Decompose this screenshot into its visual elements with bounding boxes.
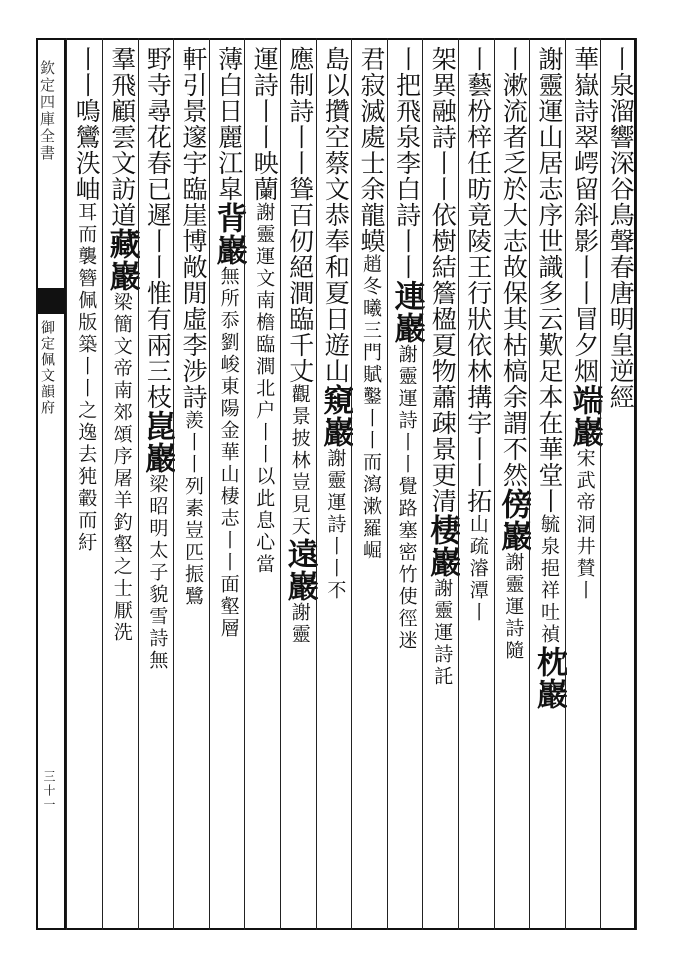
body-text: 丨丨鳴鸞泆岫 — [72, 46, 102, 202]
margin-top-label: 欽定四庫全書 — [38, 60, 56, 162]
column-rule — [316, 38, 317, 930]
annotation-text: 宋武帝洞井賛丨 — [573, 448, 596, 602]
text-column — [563, 46, 603, 926]
text-column — [171, 46, 211, 926]
margin-book-title: 御定佩文韻府 — [39, 320, 55, 416]
headword: 枕巖 — [531, 646, 567, 710]
headword: 窺巖 — [317, 384, 354, 448]
column-rule — [66, 38, 67, 930]
column-rule — [280, 38, 281, 930]
column-rule — [102, 38, 103, 930]
column-rule — [600, 38, 601, 930]
headword: 連巖 — [388, 280, 425, 344]
column-rule — [244, 38, 245, 930]
text-column — [420, 46, 460, 926]
body-text: 野寺尋花春已遲丨丨惟有兩三枝 — [143, 46, 173, 410]
body-text: 島以攢空蔡文恭奉和夏日遊山 — [321, 46, 351, 384]
body-text: 華嶽詩翠崿留斜影丨丨冒夕烟 — [570, 46, 600, 384]
text-column — [242, 46, 282, 926]
body-text: 羣飛顧雲文訪道 — [107, 46, 137, 228]
annotation-text: 無所忝劉峻東陽金華山棲志丨丨面壑層 — [217, 266, 240, 640]
body-text: 軒引景邃宇臨崖博敞閒虛李涉詩 — [179, 46, 208, 410]
annotation-text: 謝靈 — [288, 602, 311, 646]
annotation-text: 謝靈運文南檐臨澗北户丨丨以此息心當 — [253, 202, 276, 576]
column-rule — [458, 38, 459, 930]
text-column — [598, 46, 638, 926]
annotation-text: 梁昭明太子貌雪詩無 — [146, 474, 169, 672]
text-column — [527, 46, 567, 926]
annotation-text: 耳而襲簪佩版築丨丨之逸去㹠轂而紆 — [75, 202, 98, 554]
text-column — [64, 46, 104, 926]
headword: 遠巖 — [281, 538, 318, 602]
column-rule — [529, 38, 530, 930]
column-rule — [351, 38, 352, 930]
headword: 端巖 — [566, 384, 603, 448]
text-column — [349, 46, 389, 926]
column-rule — [494, 38, 495, 930]
body-text: 謝靈運山居志序世識多云歎足本在華堂丨 — [535, 46, 564, 514]
column-rule — [209, 38, 210, 930]
text-column — [207, 46, 247, 926]
body-text: 應制詩丨丨聳百仞絕澗臨千丈 — [285, 46, 315, 384]
headword: 藏巖 — [103, 228, 140, 292]
body-text: 丨藝枌梓任昉竟陵王行狀依林搆宇丨丨拓 — [463, 46, 493, 514]
column-rule — [138, 38, 139, 930]
annotation-text: 謝靈運詩託 — [431, 578, 454, 688]
headword: 崑巖 — [139, 410, 176, 474]
text-column — [491, 46, 531, 926]
column-rule — [565, 38, 566, 930]
body-text: 丨泉溜響深谷鳥聲春唐明皇逆經 — [606, 46, 636, 410]
text-column — [135, 46, 175, 926]
column-rule — [387, 38, 388, 930]
column-rule — [636, 38, 637, 930]
fishtail-mark — [36, 288, 64, 314]
body-text: 運詩丨丨映蘭 — [250, 46, 280, 202]
annotation-text: 羨丨丨列素豈匹振鷺 — [182, 410, 204, 608]
text-column — [313, 46, 353, 926]
text-column — [456, 46, 496, 926]
text-column — [278, 46, 318, 926]
headword: 棲巖 — [424, 514, 461, 578]
annotation-text: 梁簡文帝南郊頌序屠羊釣壑之士厭洗 — [110, 292, 133, 644]
text-column — [385, 46, 425, 926]
annotation-text: 謝靈運詩丨丨不 — [324, 448, 347, 602]
annotation-text: 毓泉挹祥吐禎 — [538, 514, 560, 646]
margin-page-number: 三十一 — [42, 770, 56, 812]
annotation-text: 謝靈運詩隨 — [502, 552, 525, 662]
annotation-text: 觀景披林豈見天 — [288, 384, 311, 538]
headword: 背巖 — [210, 202, 247, 266]
annotation-text: 謝靈運詩丨丨覺路塞密竹使徑迷 — [395, 344, 418, 652]
text-column — [100, 46, 140, 926]
column-rule — [173, 38, 174, 930]
body-text: 薄白日麗江皐 — [214, 46, 244, 202]
annotation-text: 山疏濬潭丨 — [466, 514, 489, 624]
annotation-text: 趙冬曦三門賦鑿丨丨而瀉漱羅崛 — [360, 254, 382, 562]
column-rule — [422, 38, 423, 930]
body-text: 架異融詩丨丨依樹結簷楹夏物蕭疎景更清 — [428, 46, 458, 514]
body-text: 丨把飛泉李白詩丨丨 — [392, 46, 422, 280]
headword: 傍巖 — [495, 488, 532, 552]
body-text: 君寂滅處士余龍蟆 — [357, 46, 386, 254]
body-text: 丨漱流者乏於大志故保其枯槁余謂不然 — [499, 46, 529, 488]
